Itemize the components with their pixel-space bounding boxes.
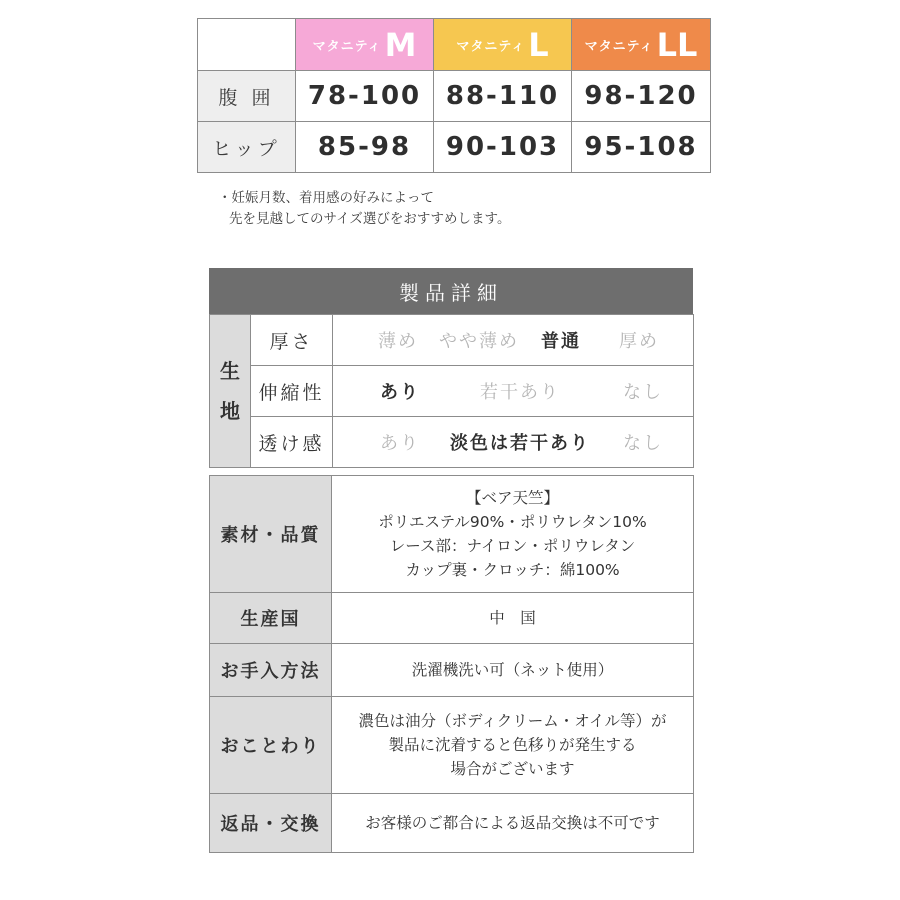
spec-label: おことわり — [210, 697, 332, 794]
fabric-option: あり — [380, 433, 420, 454]
fabric-option-selected: あり — [380, 382, 420, 403]
spec-value — [332, 476, 694, 593]
spec-value-line: ポリエステル90%・ポリウレタン10% — [378, 513, 647, 531]
size-note-line-1: ・妊娠月数、着用感の好みによって — [218, 190, 434, 206]
size-header-prefix: マタニティ — [584, 39, 654, 54]
spec-value — [332, 697, 694, 794]
spec-value-line: 洗濯機洗い可（ネット使用） — [411, 661, 614, 679]
size-table — [197, 18, 711, 173]
spec-label: お手入方法 — [210, 644, 332, 697]
fabric-option: 若干あり — [480, 382, 560, 403]
size-header-ll — [572, 19, 711, 71]
fabric-row-stretch — [210, 366, 694, 417]
fabric-options — [333, 417, 694, 468]
size-header-prefix: マタニティ — [312, 39, 382, 54]
fabric-option: 厚め — [619, 331, 659, 352]
fabric-group-char: 生 — [220, 359, 240, 383]
size-row-waist — [198, 71, 711, 122]
fabric-options — [333, 366, 694, 417]
spec-value-line: レース部：ナイロン・ポリウレタン — [389, 537, 636, 555]
fabric-option-selected: 普通 — [541, 331, 581, 352]
spec-value-line: お客様のご都合による返品交換は不可です — [365, 814, 660, 832]
fabric-row-sheerness — [210, 417, 694, 468]
fabric-row-label: 伸縮性 — [251, 366, 333, 417]
spec-value — [332, 644, 694, 697]
spec-value — [332, 593, 694, 644]
spec-label: 返品・交換 — [210, 794, 332, 853]
size-cell: 88-110 — [434, 71, 572, 122]
fabric-option: やや薄め — [439, 331, 519, 352]
fabric-group-label — [210, 315, 251, 468]
fabric-row-label: 厚さ — [251, 315, 333, 366]
fabric-option: なし — [623, 382, 663, 403]
spec-row-care — [210, 644, 694, 697]
spec-table — [209, 475, 694, 853]
fabric-row-thickness — [210, 315, 694, 366]
size-header-l — [434, 19, 572, 71]
fabric-row-label: 透け感 — [251, 417, 333, 468]
spec-value-line: 【ベア天竺】 — [465, 489, 559, 507]
size-cell: 78-100 — [296, 71, 434, 122]
spec-value — [332, 794, 694, 853]
spec-row-returns — [210, 794, 694, 853]
size-header-size: L — [528, 25, 549, 64]
size-header-prefix: マタニティ — [456, 39, 526, 54]
size-cell: 95-108 — [572, 122, 711, 173]
spec-value-line: 場合がございます — [450, 760, 575, 778]
spec-value-line: 製品に沈着すると色移りが発生する — [388, 736, 637, 754]
fabric-option: なし — [623, 433, 663, 454]
size-header-blank — [198, 19, 296, 71]
size-header-size: LL — [656, 25, 698, 64]
spec-label: 生産国 — [210, 593, 332, 644]
size-row-label: ヒップ — [198, 122, 296, 173]
fabric-table — [209, 314, 694, 468]
spec-row-disclaimer — [210, 697, 694, 794]
spec-row-material — [210, 476, 694, 593]
spec-label: 素材・品質 — [210, 476, 332, 593]
fabric-option: 薄め — [378, 331, 418, 352]
size-header-m — [296, 19, 434, 71]
size-cell: 85-98 — [296, 122, 434, 173]
spec-value-line: カップ裏・クロッチ：綿100% — [405, 561, 620, 579]
spec-value-line: 濃色は油分（ボディクリーム・オイル等）が — [358, 712, 667, 730]
size-header-row — [198, 19, 711, 71]
spec-value-line: 中 国 — [489, 609, 536, 627]
fabric-group-char: 地 — [220, 399, 240, 423]
size-note-line-2: 先を見越してのサイズ選びをおすすめします。 — [229, 211, 511, 227]
detail-title: 製品詳細 — [209, 268, 693, 314]
spec-row-country — [210, 593, 694, 644]
size-header-size: M — [384, 25, 417, 64]
size-cell: 98-120 — [572, 71, 711, 122]
fabric-option-selected: 淡色は若干あり — [450, 433, 590, 454]
size-row-label: 腹 囲 — [198, 71, 296, 122]
fabric-options — [333, 315, 694, 366]
size-cell: 90-103 — [434, 122, 572, 173]
size-row-hip — [198, 122, 711, 173]
